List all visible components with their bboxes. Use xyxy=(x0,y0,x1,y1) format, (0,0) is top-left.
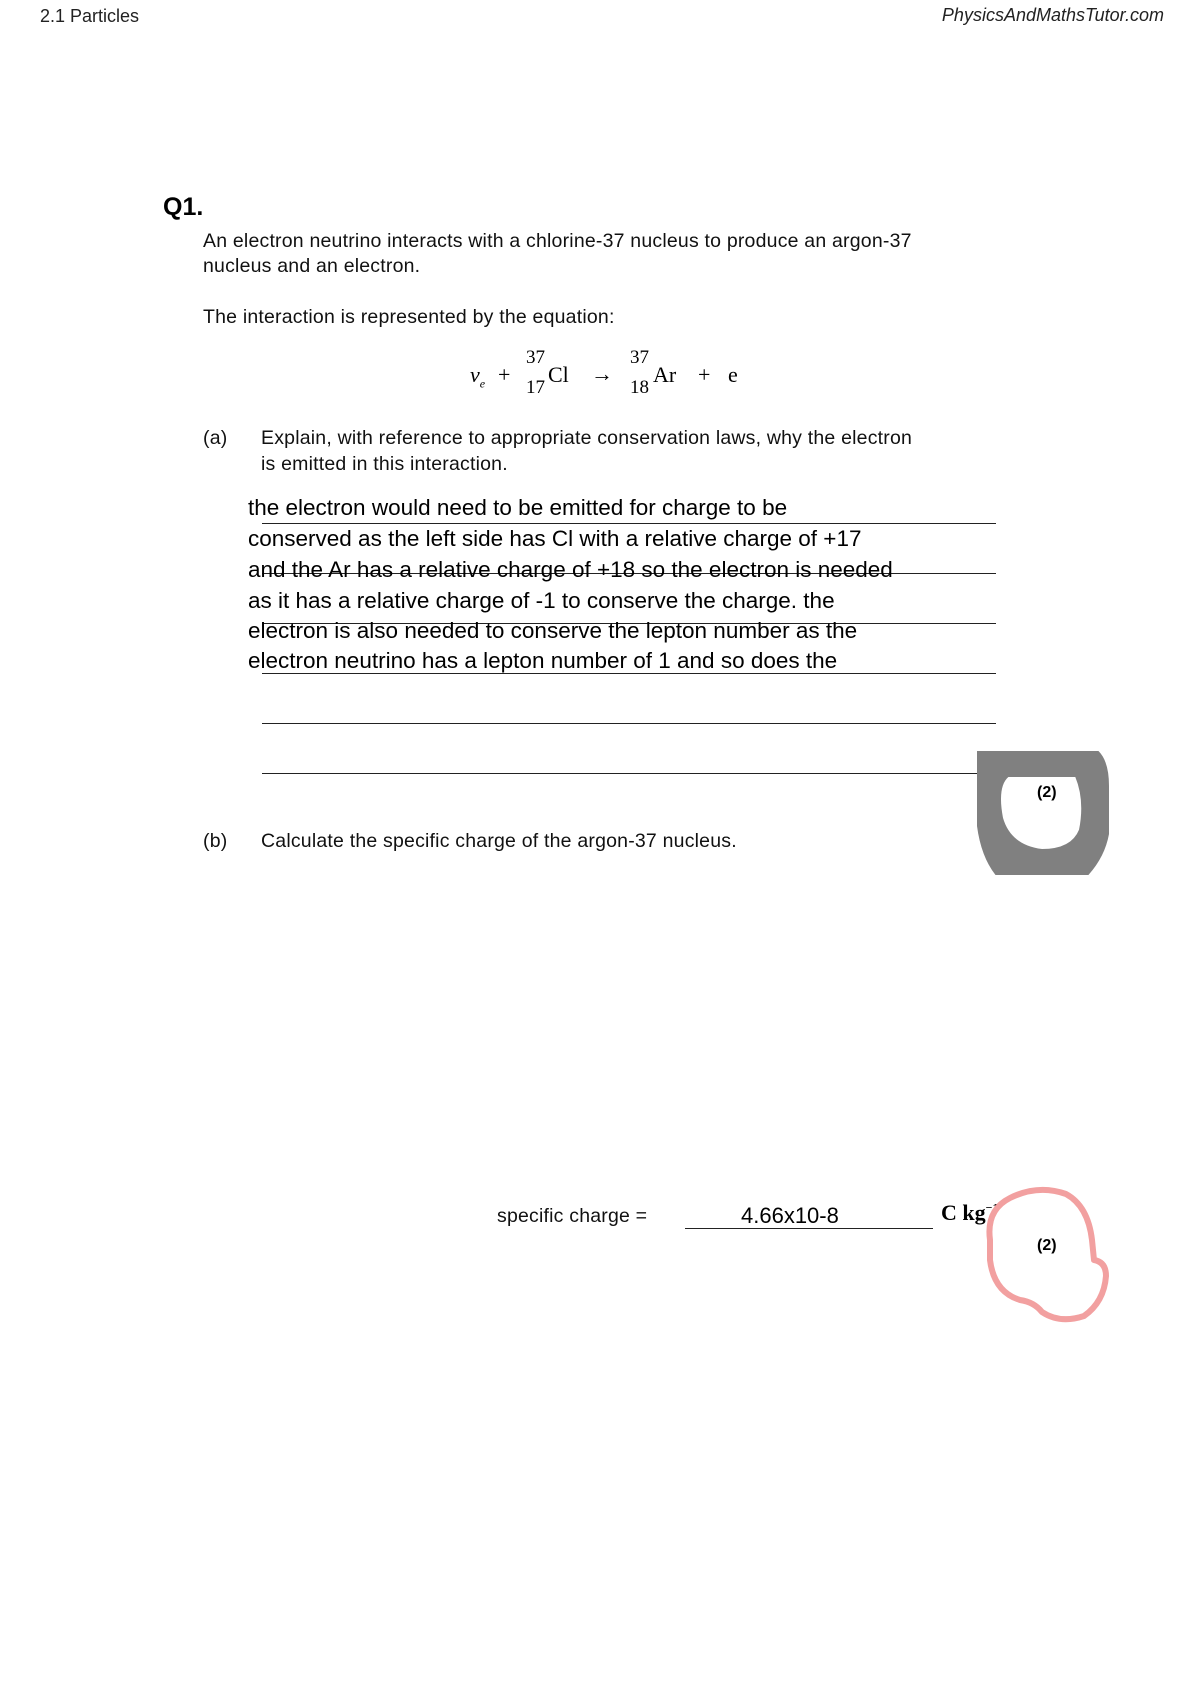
part-b-text: Calculate the specific charge of the argon-37 nucleus. xyxy=(261,830,737,852)
specific-charge-label: specific charge = xyxy=(497,1205,648,1227)
ar-atomic-number: 18 xyxy=(630,377,649,398)
ar-symbol: Ar xyxy=(653,362,677,387)
part-a-label: (a) xyxy=(203,427,228,449)
grey-marking-annotation xyxy=(968,746,1114,882)
answer-text-line-6: electron neutrino has a lepton number of 1 and so does the xyxy=(248,648,838,673)
neutrino-symbol: $\nu_e$ xyxy=(470,362,486,391)
part-b-marks: (2) xyxy=(1037,1237,1057,1254)
nuclear-equation xyxy=(470,348,770,408)
plus-sign-2: + xyxy=(698,362,711,387)
answer-rule-5 xyxy=(262,723,996,724)
question-number: Q1. xyxy=(163,193,204,221)
ar-mass-number: 37 xyxy=(630,347,649,368)
question-intro-line2: nucleus and an electron. xyxy=(203,255,421,277)
part-b-label: (b) xyxy=(203,830,228,852)
answer-text-line-4: as it has a relative charge of -1 to conserve the charge. the xyxy=(248,588,835,613)
question-intro-line1: An electron neutrino interacts with a chlorine-37 nucleus to produce an argon-37 xyxy=(203,230,912,252)
electron-symbol: e xyxy=(728,362,738,387)
cl-atomic-number: 17 xyxy=(526,377,545,398)
answer-text-line-1: the electron would need to be emitted for charge to be xyxy=(248,495,788,520)
header-left: 2.1 Particles xyxy=(40,6,140,26)
part-a-marks: (2) xyxy=(1037,784,1057,801)
answer-text-line-2: conserved as the left side has Cl with a relative charge of +17 xyxy=(248,526,862,551)
answer-rule-6 xyxy=(262,773,996,774)
specific-charge-unit: C $kg^{-1}$ xyxy=(941,1200,999,1225)
part-a-text-line1: Explain, with reference to appropriate conservation laws, why the electron xyxy=(261,427,913,449)
answer-text-line-5: electron is also needed to conserve the lepton number as the xyxy=(248,618,858,643)
header-right: PhysicsAndMathsTutor.com xyxy=(941,5,1164,25)
cl-mass-number: 37 xyxy=(526,347,545,368)
equation-intro: The interaction is represented by the equation: xyxy=(203,306,615,328)
answer-rule-1 xyxy=(262,523,996,524)
answer-text-line-3: and the Ar has a relative charge of +18 so the electron is needed xyxy=(248,557,893,582)
specific-charge-value: 4.66x10-8 xyxy=(741,1203,839,1228)
part-a-text-line2: is emitted in this interaction. xyxy=(261,453,508,475)
cl-symbol: Cl xyxy=(548,362,569,387)
reaction-arrow: → xyxy=(591,361,613,386)
plus-sign-1: + xyxy=(498,362,511,387)
